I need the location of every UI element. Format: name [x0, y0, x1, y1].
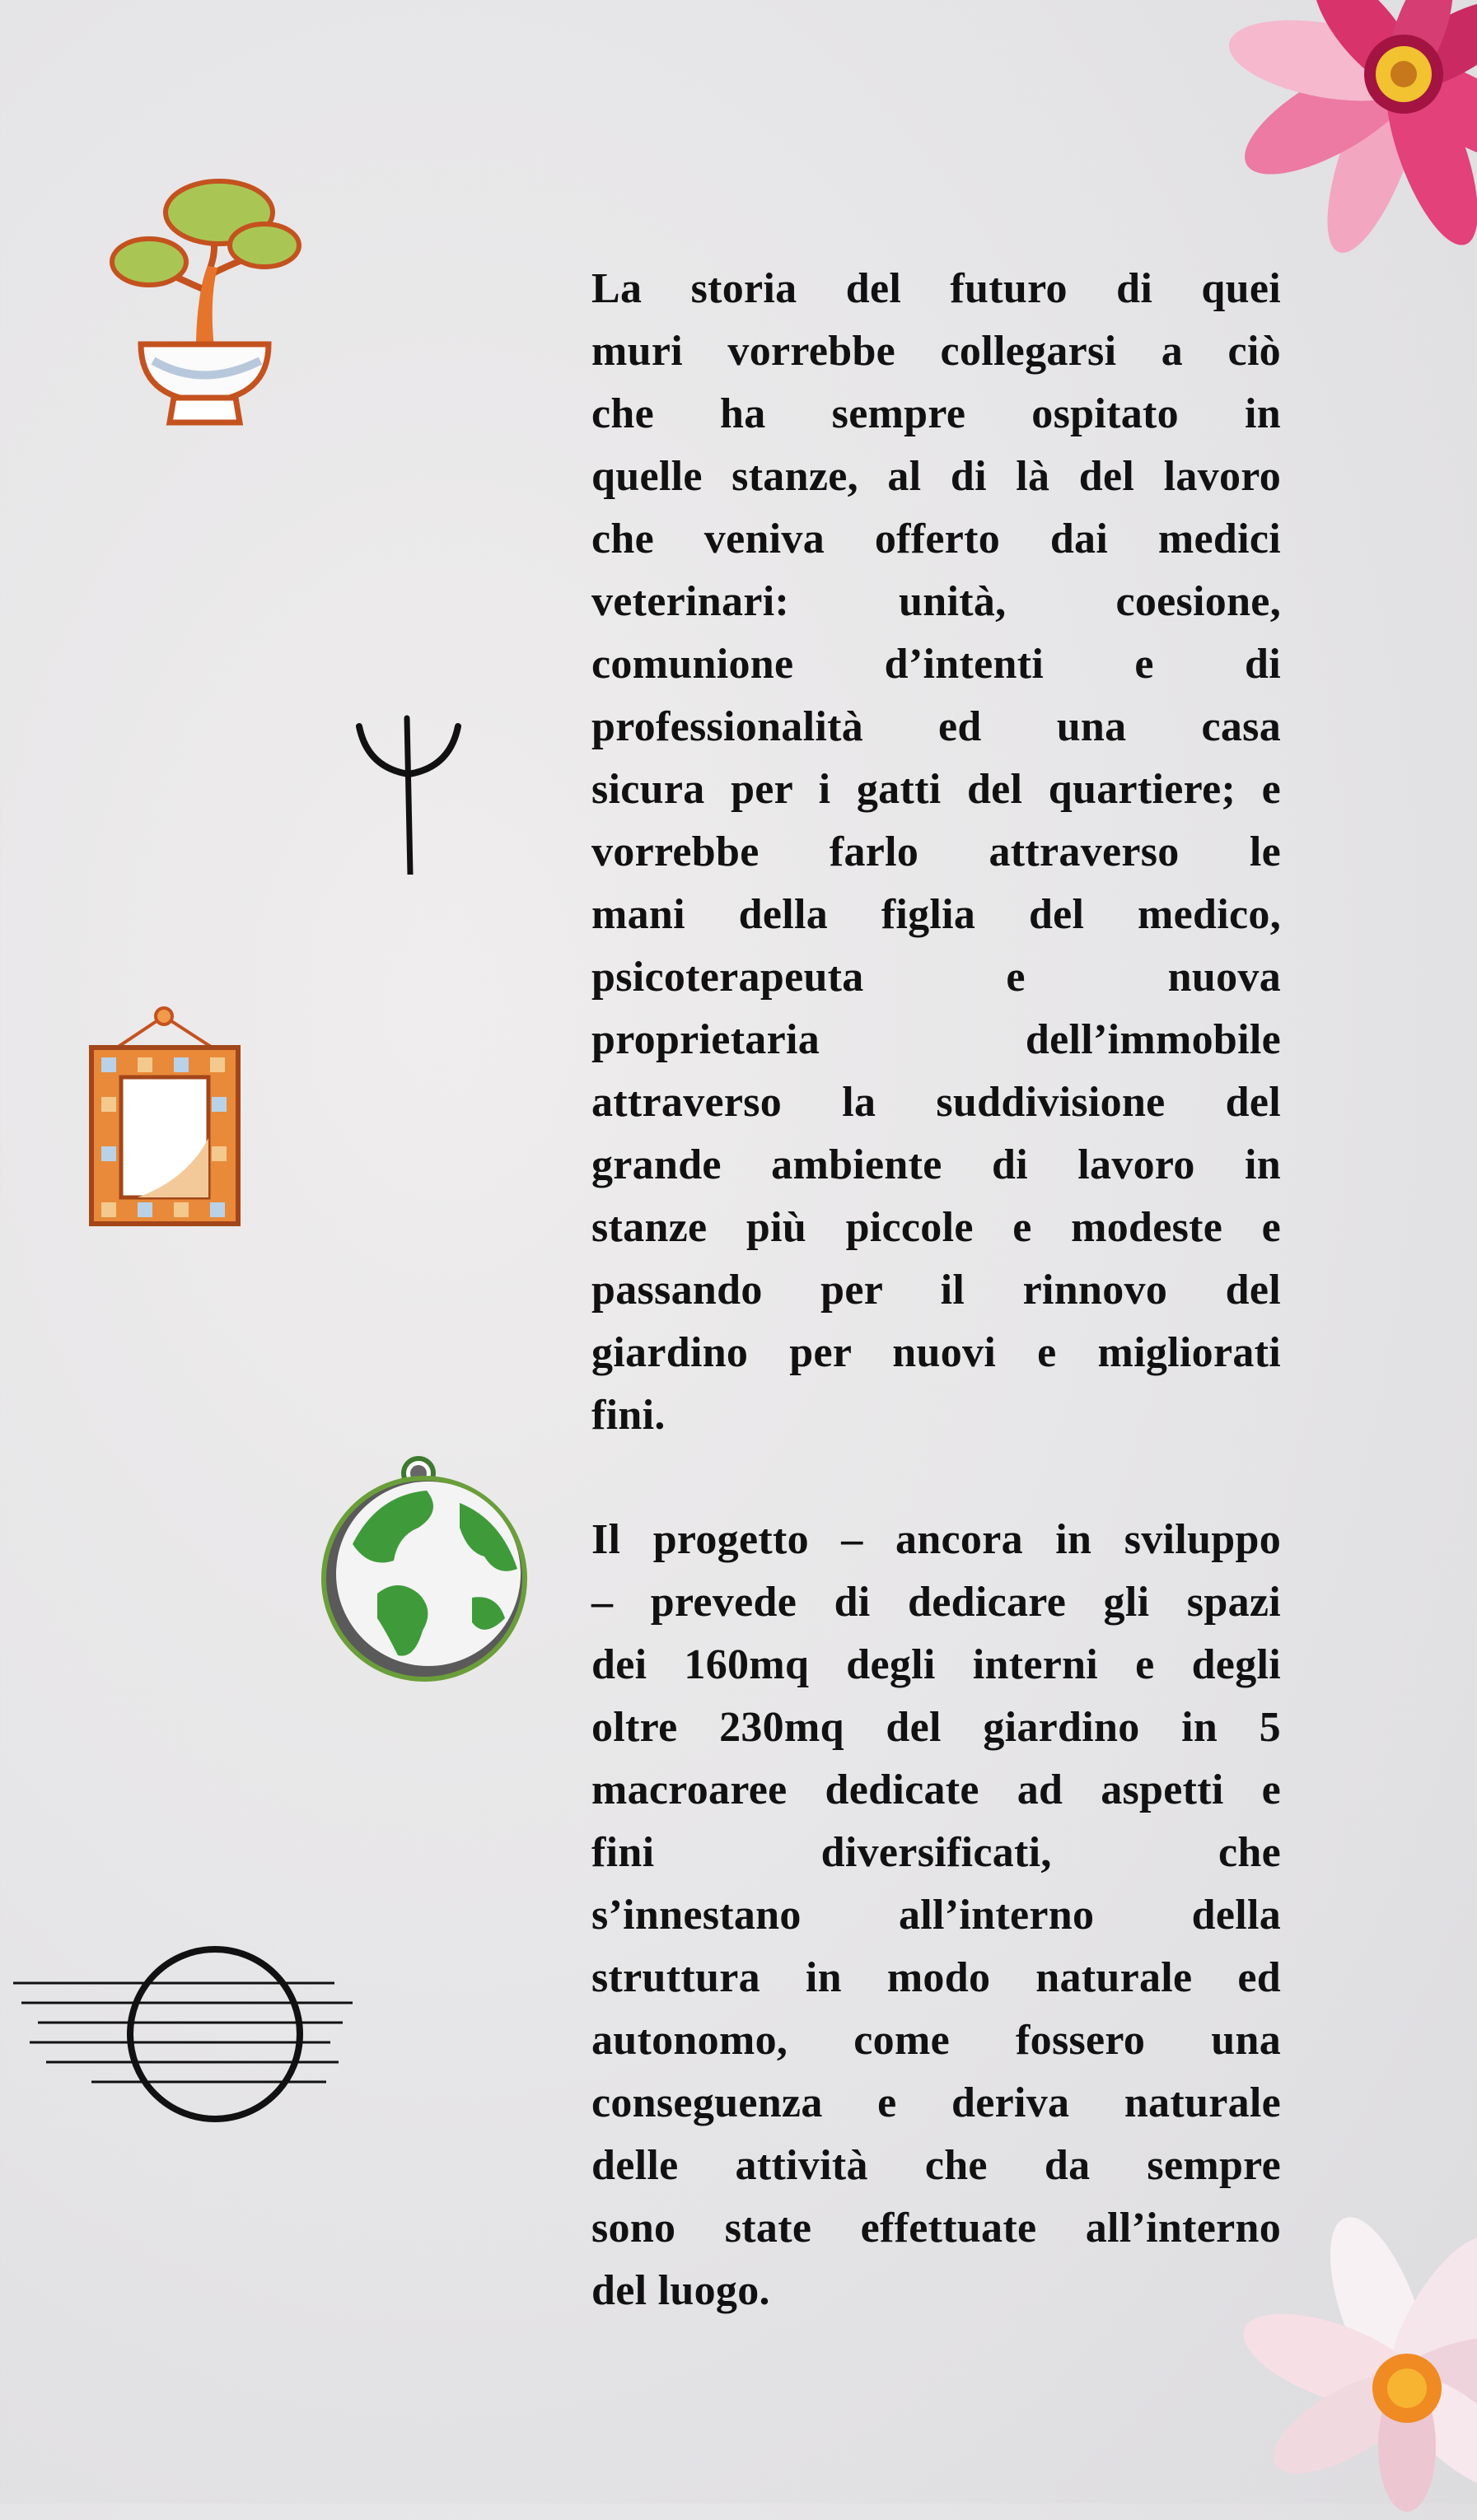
text-line: s’innestano all’interno della: [591, 1892, 1281, 1939]
text-line: che veniva offerto dai medici: [591, 516, 1281, 562]
circle-lines-icon: [13, 1942, 353, 2125]
text-line: mani della figlia del medico,: [591, 891, 1281, 938]
text-line: vorrebbe farlo attraverso le: [591, 828, 1281, 875]
text-line: professionalità ed una casa: [591, 703, 1281, 750]
text-line: quelle stanze, al di là del lavoro: [591, 453, 1281, 500]
text-line: fini diversificati, che: [591, 1829, 1281, 1876]
text-line: oltre 230mq del giardino in 5: [591, 1704, 1281, 1751]
text-line: grande ambiente di lavoro in: [591, 1141, 1281, 1188]
text-line: giardino per nuovi e migliorati: [591, 1329, 1281, 1376]
text-line: psicoterapeuta e nuova: [591, 954, 1281, 1001]
text-line: La storia del futuro di quei: [591, 265, 1281, 312]
text-line: delle attività che da sempre: [591, 2142, 1281, 2189]
text-line: Il progetto – ancora in sviluppo: [591, 1516, 1281, 1563]
paragraph-1: [591, 258, 1281, 1447]
text-line: sicura per i gatti del quartiere; e: [591, 766, 1281, 813]
text-line: autonomo, come fossero una: [591, 2017, 1281, 2064]
text-line: del luogo.: [591, 2267, 770, 2314]
text-line: comunione d’intenti e di: [591, 641, 1281, 688]
text-line: sono state effettuate all’interno: [591, 2205, 1281, 2252]
text-line: muri vorrebbe collegarsi a ciò: [591, 328, 1281, 375]
text-line: che ha sempre ospitato in: [591, 390, 1281, 437]
psi-icon: [351, 710, 466, 875]
text-line: passando per il rinnovo del: [591, 1267, 1281, 1314]
text-line: macroaree dedicate ad aspetti e: [591, 1766, 1281, 1813]
text-line: – prevede di dedicare gli spazi: [591, 1579, 1281, 1626]
text-line: struttura in modo naturale ed: [591, 1954, 1281, 2001]
mirror-frame-icon: [88, 1006, 241, 1227]
text-line: attraverso la suddivisione del: [591, 1079, 1281, 1126]
bonsai-icon: [104, 175, 305, 436]
text-line: stanze più piccole e modeste e: [591, 1204, 1281, 1251]
earth-pendant-icon: [320, 1454, 529, 1682]
text-line: fini.: [591, 1392, 666, 1439]
paragraph-2: [591, 1509, 1281, 2322]
text-line: conseguenza e deriva naturale: [591, 2079, 1281, 2126]
text-line: veterinari: unità, coesione,: [591, 578, 1281, 625]
text-line: dei 160mq degli interni e degli: [591, 1641, 1281, 1688]
text-line: proprietaria dell’immobile: [591, 1016, 1281, 1063]
